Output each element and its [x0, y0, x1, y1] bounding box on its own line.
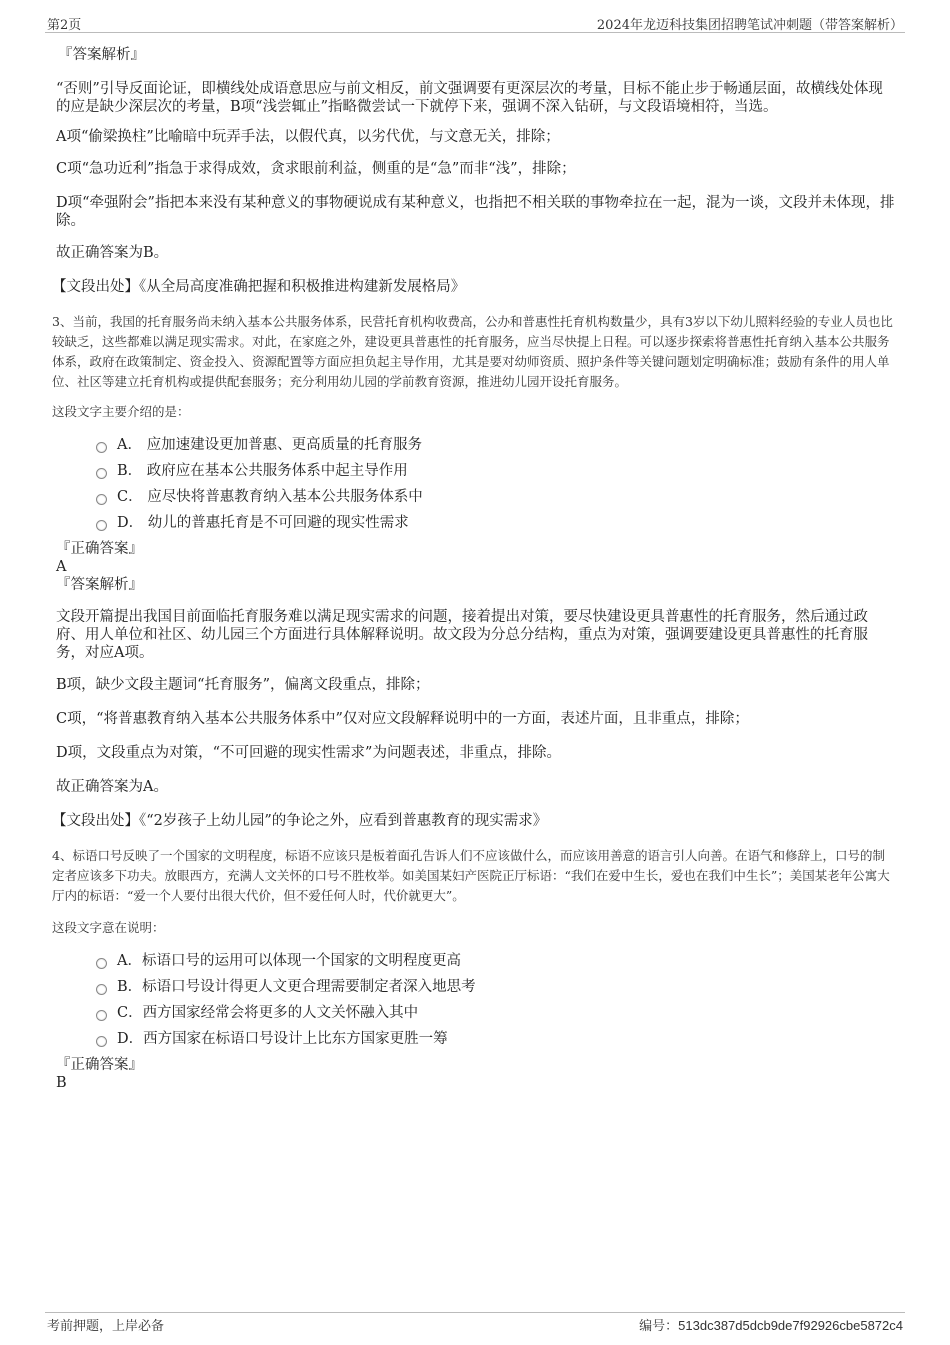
- option-a[interactable]: [96, 432, 896, 458]
- option-label: B． 政府应在基本公共服务体系中起主导作用: [117, 463, 408, 479]
- radio-icon[interactable]: [96, 1036, 107, 1047]
- question-4-prompt: 这段文字意在说明：: [52, 920, 165, 935]
- option-d[interactable]: [96, 510, 896, 536]
- correct-answer: B: [56, 1075, 67, 1091]
- option-c[interactable]: [96, 484, 896, 510]
- footer-slogan: 考前押题，上岸必备: [47, 1319, 165, 1334]
- radio-icon[interactable]: [96, 494, 107, 505]
- page-number: 第2页: [47, 18, 82, 33]
- radio-icon[interactable]: [96, 984, 107, 995]
- analysis-option-d: D项，文段重点为对策，“不可回避的现实性需求”为问题表述，非重点，排除。: [56, 745, 561, 761]
- radio-icon[interactable]: [96, 958, 107, 969]
- question-4-stem: 4、标语口号反映了一个国家的文明程度，标语不应该只是板着面孔告诉人们不应该做什么，而应该用善意的语言引人向善。在语气和修辞上，口号的制定者应该多下功夫。放眼西方，充满人文关怀的口号不胜枚举。如美国某妇产医院正厅标语：“我们在爱中生长，爱也在我们中生长”；美国某老年公寓大厅内的标语：“爱一个人要付出很大代价，但不爱任何人时，代价就更大”。: [52, 848, 890, 903]
- correct-answer: A: [56, 559, 67, 575]
- question-3-prompt: 这段文字主要介绍的是：: [52, 404, 190, 419]
- option-b[interactable]: [96, 974, 896, 1000]
- question-4-options: [96, 948, 896, 1052]
- question-3-options: [96, 432, 896, 536]
- radio-icon[interactable]: [96, 468, 107, 479]
- option-label: B．标语口号设计得更人文更合理需要制定者深入地思考: [117, 979, 476, 995]
- question-3-stem: 3、当前，我国的托育服务尚未纳入基本公共服务体系，民营托育机构收费高，公办和普惠性托育机构数量少，具有3岁以下幼儿照料经验的专业人员也比较缺乏，这些都难以满足现实需求。对此，在家庭之外，建设更具普惠性的托育服务，应当尽快提上日程。可以逐步探索将普惠性托育纳入基本公共服务体系，政府在政策制定、资金投入、资源配置等方面应担负起主导作用，尤其是要对幼师资质、照护条件等关键问题划定明确标准；鼓励有条件的用人单位、社区等建立托育机构或提供配套服务；充分利用幼儿园的学前教育资源，推进幼儿园开设托育服务。: [52, 314, 893, 389]
- analysis-option-a: A项“偷梁换柱”比喻暗中玩弄手法，以假代真，以劣代优，与文意无关，排除；: [56, 129, 560, 145]
- conclusion: 故正确答案为A。: [56, 779, 168, 795]
- answer-heading: 『正确答案』: [56, 541, 143, 557]
- option-label: D． 幼儿的普惠托育是不可回避的现实性需求: [117, 515, 409, 531]
- option-d[interactable]: [96, 1026, 896, 1052]
- analysis-paragraph: “否则”引导反面论证，即横线处成语意思应与前文相反，前文强调要有更深层次的考量，目标不能止步于畅通层面，故横线处体现的应是缺少深层次的考量，B项“浅尝辄止”指略微尝试一下就停下来，强调不深入钻研，与文段语境相符，当选。: [56, 81, 883, 115]
- option-label: D．西方国家在标语口号设计上比东方国家更胜一筹: [117, 1031, 448, 1047]
- radio-icon[interactable]: [96, 1010, 107, 1021]
- source-citation: 【文段出处】《从全局高度准确把握和积极推进构建新发展格局》: [52, 279, 466, 295]
- document-title: 2024年龙迈科技集团招聘笔试冲刺题（带答案解析）: [596, 18, 903, 33]
- analysis-option-c: C项“急功近利”指急于求得成效，贪求眼前利益，侧重的是“急”而非“浅”，排除；: [56, 161, 576, 177]
- analysis-paragraph: 文段开篇提出我国目前面临托育服务难以满足现实需求的问题，接着提出对策，要尽快建设更具普惠性的托育服务，然后通过政府、用人单位和社区、幼儿园三个方面进行具体解释说明。故文段为分总分结构，重点为对策，强调要建设更具普惠性的托育服务，对应A项。: [56, 609, 868, 661]
- radio-icon[interactable]: [96, 520, 107, 531]
- page-content: [52, 46, 896, 1092]
- option-label: C．西方国家经常会将更多的人文关怀融入其中: [117, 1005, 419, 1021]
- conclusion: 故正确答案为B。: [56, 245, 169, 261]
- analysis-heading: 『答案解析』: [56, 577, 143, 593]
- option-c[interactable]: [96, 1000, 896, 1026]
- analysis-option-c: C项，“将普惠教育纳入基本公共服务体系中”仅对应文段解释说明中的一方面，表述片面，且非重点，排除；: [56, 711, 749, 727]
- option-label: C． 应尽快将普惠教育纳入基本公共服务体系中: [117, 489, 423, 505]
- radio-icon[interactable]: [96, 442, 107, 453]
- answer-heading: 『正确答案』: [56, 1057, 143, 1073]
- document-serial: 编号：513dc387d5dcb9de7f92926cbe5872c4: [639, 1318, 903, 1333]
- page-header: [45, 14, 905, 33]
- page-footer: [45, 1312, 905, 1333]
- source-citation: 【文段出处】《“2岁孩子上幼儿园”的争论之外，应看到普惠教育的现实需求》: [52, 813, 548, 829]
- option-b[interactable]: [96, 458, 896, 484]
- option-a[interactable]: [96, 948, 896, 974]
- analysis-option-b: B项，缺少文段主题词“托育服务”，偏离文段重点，排除；: [56, 677, 430, 693]
- option-label: A． 应加速建设更加普惠、更高质量的托育服务: [117, 437, 423, 453]
- analysis-heading: 『答案解析』: [58, 47, 145, 63]
- analysis-option-d: D项“牵强附会”指把本来没有某种意义的事物硬说成有某种意义，也指把不相关联的事物牵拉在一起，混为一谈，文段并未体现，排除。: [56, 195, 895, 229]
- option-label: A．标语口号的运用可以体现一个国家的文明程度更高: [117, 953, 461, 969]
